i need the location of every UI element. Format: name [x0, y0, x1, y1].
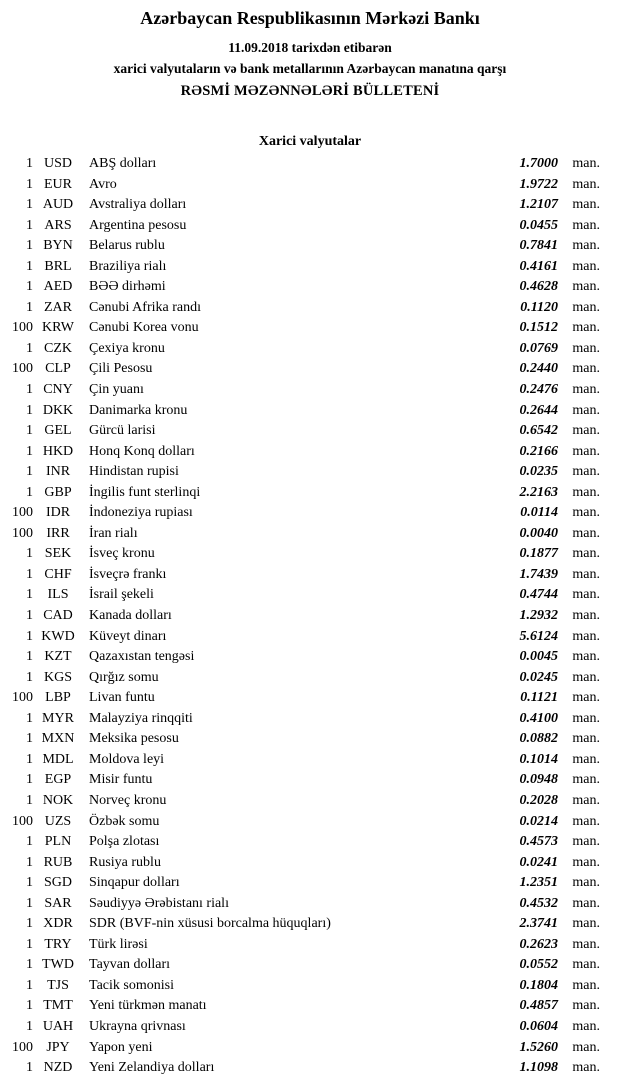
unit-label: man. — [572, 772, 600, 788]
quantity: 1 — [26, 443, 33, 459]
rate-value: 0.0040 — [519, 525, 558, 541]
quantity: 1 — [26, 751, 33, 767]
effective-date-line: 11.09.2018 tarixdən etibarən — [228, 40, 392, 55]
table-row — [0, 832, 620, 853]
rate-value: 0.0245 — [519, 669, 558, 685]
currency-code: EGP — [44, 772, 72, 788]
currency-code: CHF — [44, 566, 72, 582]
currency-name: Ukrayna qrivnası — [89, 1018, 186, 1034]
table-row — [0, 339, 620, 360]
table-row — [0, 791, 620, 812]
currency-code: DKK — [42, 402, 74, 418]
unit-label: man. — [572, 751, 600, 767]
quantity: 1 — [26, 957, 33, 973]
currency-code: UAH — [42, 1018, 74, 1034]
table-row — [0, 277, 620, 298]
currency-code: LBP — [45, 690, 71, 706]
currency-name: Livan funtu — [89, 690, 155, 706]
table-row — [0, 195, 620, 216]
unit-label: man. — [572, 258, 600, 274]
unit-label: man. — [572, 217, 600, 233]
currency-name: Meksika pesosu — [89, 731, 179, 747]
table-row — [0, 565, 620, 586]
currency-code: SGD — [43, 875, 72, 891]
currency-code: MXN — [41, 731, 75, 747]
quantity: 1 — [26, 340, 33, 356]
currency-name: Cənubi Afrika randı — [89, 299, 201, 315]
table-row — [0, 647, 620, 668]
currency-name: Yeni Zelandiya dolları — [89, 1060, 215, 1076]
currency-code: HKD — [42, 443, 74, 459]
currency-code: IRR — [46, 525, 70, 541]
table-row — [0, 380, 620, 401]
rate-value: 1.2107 — [519, 197, 558, 213]
table-row — [0, 750, 620, 771]
bank-title: Azərbaycan Respublikasının Mərkəzi Bankı — [140, 8, 480, 28]
quantity: 100 — [12, 690, 33, 706]
quantity: 1 — [26, 546, 33, 562]
unit-label: man. — [572, 505, 600, 521]
currency-code: PLN — [44, 834, 72, 850]
rate-value: 0.2028 — [519, 792, 558, 808]
table-row — [0, 401, 620, 422]
rate-value: 0.2623 — [519, 936, 558, 952]
rate-value: 2.3741 — [519, 916, 558, 932]
currency-code: KWD — [41, 628, 75, 644]
currency-name: Norveç kronu — [89, 792, 167, 808]
currency-name: Yeni türkmən manatı — [89, 998, 207, 1014]
currency-name: Avstraliya dolları — [89, 197, 187, 213]
currency-code: MYR — [42, 710, 74, 726]
currency-name: Özbək somu — [89, 813, 160, 829]
currency-code: GBP — [44, 484, 72, 500]
table-row — [0, 318, 620, 339]
quantity: 1 — [26, 669, 33, 685]
rate-value: 0.1121 — [520, 690, 558, 706]
unit-label: man. — [572, 813, 600, 829]
rate-value: 1.2351 — [519, 875, 558, 891]
currency-code: KZT — [44, 649, 72, 665]
currency-code: RUB — [43, 854, 73, 870]
table-row — [0, 359, 620, 380]
quantity: 1 — [26, 464, 33, 480]
quantity: 1 — [26, 792, 33, 808]
table-row — [0, 770, 620, 791]
currency-name: Malayziya rinqqiti — [89, 710, 193, 726]
unit-label: man. — [572, 279, 600, 295]
table-row — [0, 524, 620, 545]
table-row — [0, 996, 620, 1017]
rate-value: 0.0769 — [519, 340, 558, 356]
rate-value: 0.2166 — [519, 443, 558, 459]
rate-value: 0.4100 — [519, 710, 558, 726]
rate-value: 0.4744 — [519, 587, 558, 603]
quantity: 1 — [26, 834, 33, 850]
currency-name: İsrail şekeli — [89, 587, 154, 603]
quantity: 1 — [26, 423, 33, 439]
currency-code: JPY — [46, 1039, 70, 1055]
currency-name: Qırğız somu — [89, 669, 159, 685]
unit-label: man. — [572, 176, 600, 192]
unit-label: man. — [572, 340, 600, 356]
quantity: 100 — [12, 813, 33, 829]
quantity: 1 — [26, 628, 33, 644]
currency-code: SEK — [44, 546, 72, 562]
unit-label: man. — [572, 1060, 600, 1076]
table-row — [0, 873, 620, 894]
unit-label: man. — [572, 957, 600, 973]
rate-value: 0.0114 — [520, 505, 558, 521]
currency-name: Avro — [89, 176, 117, 192]
rate-value: 0.0241 — [519, 854, 558, 870]
quantity: 100 — [12, 505, 33, 521]
currency-code: UZS — [44, 813, 72, 829]
quantity: 1 — [26, 484, 33, 500]
rate-value: 0.1014 — [519, 751, 558, 767]
table-row — [0, 914, 620, 935]
table-row — [0, 812, 620, 833]
quantity: 1 — [26, 895, 33, 911]
unit-label: man. — [572, 710, 600, 726]
rate-value: 0.2440 — [519, 361, 558, 377]
currency-name: Belarus rublu — [89, 238, 165, 254]
rate-value: 0.4628 — [519, 279, 558, 295]
rate-value: 0.0045 — [519, 649, 558, 665]
currency-name: Küveyt dinarı — [89, 628, 167, 644]
currency-code: AED — [43, 279, 73, 295]
unit-label: man. — [572, 423, 600, 439]
currency-code: NZD — [43, 1060, 73, 1076]
quantity: 1 — [26, 197, 33, 213]
unit-label: man. — [572, 731, 600, 747]
quantity: 1 — [26, 156, 33, 171]
unit-label: man. — [572, 875, 600, 891]
unit-label: man. — [572, 792, 600, 808]
rate-value: 0.0455 — [519, 217, 558, 233]
quantity: 100 — [12, 361, 33, 377]
currency-code: TRY — [44, 936, 72, 952]
currency-name: Braziliya rialı — [89, 258, 167, 274]
currency-name: Sinqapur dolları — [89, 875, 180, 891]
currency-name: Polşa zlotası — [89, 834, 160, 850]
unit-label: man. — [572, 443, 600, 459]
currency-name: Gürcü larisi — [89, 423, 156, 439]
rate-value: 1.5260 — [519, 1039, 558, 1055]
table-row — [0, 853, 620, 874]
currency-code: MDL — [42, 751, 74, 767]
quantity: 1 — [26, 936, 33, 952]
currency-name: Türk lirəsi — [89, 936, 148, 952]
quantity: 1 — [26, 875, 33, 891]
table-row — [0, 298, 620, 319]
currency-code: ZAR — [44, 299, 72, 315]
currency-name: Argentina pesosu — [89, 217, 187, 233]
rate-value: 0.1120 — [520, 299, 558, 315]
rate-value: 0.1512 — [519, 320, 558, 336]
currency-name: BƏƏ dirhəmi — [89, 279, 166, 295]
rate-value: 0.0882 — [519, 731, 558, 747]
rate-value: 0.0214 — [519, 813, 558, 829]
quantity: 1 — [26, 608, 33, 624]
currency-code: CLP — [45, 361, 71, 377]
unit-label: man. — [572, 649, 600, 665]
unit-label: man. — [572, 628, 600, 644]
table-row — [0, 709, 620, 730]
unit-label: man. — [572, 608, 600, 624]
currency-code: EUR — [44, 176, 72, 192]
currency-code: TMT — [43, 998, 73, 1014]
currency-code: GEL — [44, 423, 72, 439]
rate-value: 0.4532 — [519, 895, 558, 911]
unit-label: man. — [572, 238, 600, 254]
table-row — [0, 257, 620, 278]
table-row — [0, 688, 620, 709]
quantity: 100 — [12, 320, 33, 336]
currency-code: KGS — [43, 669, 72, 685]
quantity: 1 — [26, 1018, 33, 1034]
unit-label: man. — [572, 977, 600, 993]
table-row — [0, 1038, 620, 1059]
currency-code: IDR — [45, 505, 71, 521]
quantity: 1 — [26, 238, 33, 254]
quantity: 1 — [26, 977, 33, 993]
table-row — [0, 1017, 620, 1038]
currency-name: SDR (BVF-nin xüsusi borcalma hüquqları) — [89, 916, 331, 932]
quantity: 100 — [12, 525, 33, 541]
unit-label: man. — [572, 834, 600, 850]
unit-label: man. — [572, 998, 600, 1014]
exchange-rates-table — [0, 154, 620, 1079]
currency-name: Rusiya rublu — [89, 854, 161, 870]
currency-name: İndoneziya rupiası — [89, 505, 193, 521]
currency-code: CAD — [43, 608, 73, 624]
unit-label: man. — [572, 895, 600, 911]
unit-label: man. — [572, 690, 600, 706]
currency-code: INR — [45, 464, 71, 480]
table-row — [0, 236, 620, 257]
unit-label: man. — [572, 464, 600, 480]
quantity: 1 — [26, 710, 33, 726]
rate-value: 1.9722 — [519, 176, 558, 192]
unit-label: man. — [572, 546, 600, 562]
currency-code: ARS — [44, 217, 72, 233]
rate-value: 0.0552 — [519, 957, 558, 973]
rate-value: 2.2163 — [519, 484, 558, 500]
rate-value: 0.0948 — [519, 772, 558, 788]
currency-name: Tayvan dolları — [89, 957, 171, 973]
unit-label: man. — [572, 854, 600, 870]
table-row — [0, 462, 620, 483]
table-row — [0, 154, 620, 175]
table-row — [0, 668, 620, 689]
quantity: 1 — [26, 299, 33, 315]
quantity: 1 — [26, 772, 33, 788]
quantity: 1 — [26, 731, 33, 747]
section-title-foreign-currencies: Xarici valyutalar — [258, 134, 362, 149]
rate-value: 0.0604 — [519, 1018, 558, 1034]
table-row — [0, 421, 620, 442]
unit-label: man. — [572, 156, 600, 171]
rate-value: 1.1098 — [519, 1060, 558, 1076]
rate-value: 0.4573 — [519, 834, 558, 850]
table-row — [0, 606, 620, 627]
currency-name: Cənubi Korea vonu — [89, 320, 199, 336]
table-row — [0, 627, 620, 648]
currency-code: BYN — [43, 238, 73, 254]
bulletin-title: RƏSMİ MƏZƏNNƏLƏRİ BÜLLETENİ — [180, 83, 440, 99]
currency-name: Moldova leyi — [89, 751, 165, 767]
rate-value: 0.0235 — [519, 464, 558, 480]
currency-name: Tacik somonisi — [89, 977, 174, 993]
currency-code: ILS — [47, 587, 69, 603]
currency-code: XDR — [43, 916, 73, 932]
unit-label: man. — [572, 484, 600, 500]
rate-value: 0.2644 — [519, 402, 558, 418]
rate-value: 5.6124 — [519, 628, 558, 644]
unit-label: man. — [572, 402, 600, 418]
quantity: 1 — [26, 998, 33, 1014]
unit-label: man. — [572, 936, 600, 952]
rate-value: 0.1804 — [519, 977, 558, 993]
currency-name: Honq Konq dolları — [89, 443, 195, 459]
quantity: 1 — [26, 649, 33, 665]
rate-value: 0.2476 — [519, 382, 558, 398]
quantity: 1 — [26, 382, 33, 398]
currency-code: BRL — [44, 258, 72, 274]
unit-label: man. — [572, 320, 600, 336]
currency-name: Qazaxıstan tengəsi — [89, 649, 195, 665]
table-row — [0, 544, 620, 565]
quantity: 1 — [26, 279, 33, 295]
currency-code: CZK — [44, 340, 72, 356]
unit-label: man. — [572, 1018, 600, 1034]
currency-code: AUD — [42, 197, 74, 213]
quantity: 1 — [26, 258, 33, 274]
quantity: 1 — [26, 587, 33, 603]
currency-code: CNY — [43, 382, 73, 398]
rate-value: 0.4161 — [519, 258, 558, 274]
currency-name: Səudiyyə Ərəbistanı rialı — [89, 895, 229, 911]
rate-value: 0.7841 — [519, 238, 558, 254]
quantity: 1 — [26, 916, 33, 932]
currency-name: Yapon yeni — [89, 1039, 153, 1055]
rate-value: 1.7439 — [519, 566, 558, 582]
table-row — [0, 894, 620, 915]
document-header — [0, 7, 620, 100]
table-row — [0, 729, 620, 750]
unit-label: man. — [572, 669, 600, 685]
currency-name: Çin yuanı — [89, 382, 144, 398]
currency-code: NOK — [42, 792, 74, 808]
quantity: 1 — [26, 1060, 33, 1076]
unit-label: man. — [572, 197, 600, 213]
unit-label: man. — [572, 916, 600, 932]
rate-value: 1.7000 — [519, 156, 558, 171]
rate-value: 1.2932 — [519, 608, 558, 624]
document-subtitle: xarici valyutaların və bank metallarının Azərbaycan manatına qarşı — [113, 61, 507, 76]
currency-name: Hindistan rupisi — [89, 464, 179, 480]
quantity: 1 — [26, 402, 33, 418]
currency-code: SAR — [44, 895, 72, 911]
currency-name: Misir funtu — [89, 772, 153, 788]
unit-label: man. — [572, 361, 600, 377]
quantity: 100 — [12, 1039, 33, 1055]
table-row — [0, 955, 620, 976]
rate-value: 0.6542 — [519, 423, 558, 439]
currency-name: Çexiya kronu — [89, 340, 165, 356]
table-row — [0, 216, 620, 237]
table-row — [0, 175, 620, 196]
unit-label: man. — [572, 1039, 600, 1055]
table-row — [0, 585, 620, 606]
table-row — [0, 1058, 620, 1079]
currency-code: KRW — [42, 320, 74, 336]
currency-name: İran rialı — [89, 525, 138, 541]
currency-name: Danimarka kronu — [89, 402, 188, 418]
quantity: 1 — [26, 854, 33, 870]
table-row — [0, 442, 620, 463]
currency-name: Çili Pesosu — [89, 361, 153, 377]
table-row — [0, 935, 620, 956]
rate-value: 0.4857 — [519, 998, 558, 1014]
unit-label: man. — [572, 566, 600, 582]
table-row — [0, 976, 620, 997]
currency-code: TJS — [47, 977, 69, 993]
currency-name: İngilis funt sterlinqi — [89, 484, 201, 500]
quantity: 1 — [26, 217, 33, 233]
unit-label: man. — [572, 299, 600, 315]
currency-code: USD — [43, 156, 72, 171]
unit-label: man. — [572, 525, 600, 541]
unit-label: man. — [572, 382, 600, 398]
table-row — [0, 503, 620, 524]
table-row — [0, 483, 620, 504]
quantity: 1 — [26, 566, 33, 582]
currency-name: İsveçrə frankı — [89, 566, 167, 582]
quantity: 1 — [26, 176, 33, 192]
rate-value: 0.1877 — [519, 546, 558, 562]
currency-name: İsveç kronu — [89, 546, 155, 562]
currency-name: Kanada dolları — [89, 608, 172, 624]
currency-code: TWD — [42, 957, 74, 973]
currency-name: ABŞ dolları — [89, 156, 157, 171]
unit-label: man. — [572, 587, 600, 603]
